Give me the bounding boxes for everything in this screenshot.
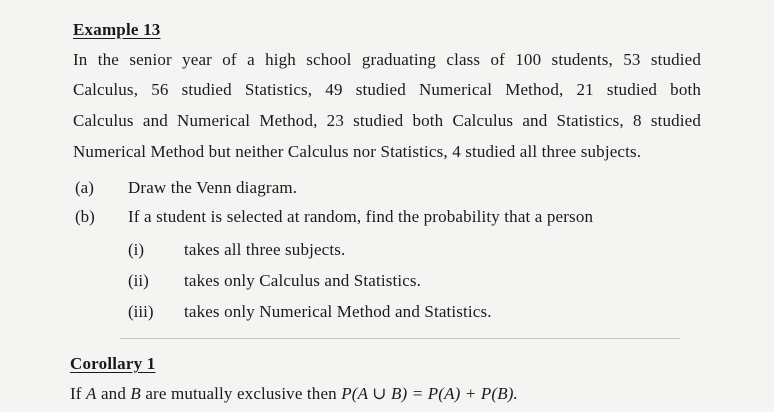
subpart-i-label: (i) (128, 240, 145, 259)
corollary-title: Corollary 1 (70, 354, 156, 373)
part-a-text: Draw the Venn diagram. (128, 178, 298, 197)
subpart-iii-text: takes only Numerical Method and Statistics. (184, 302, 492, 321)
corollary-statement (70, 384, 518, 404)
corollary-var-a: A (86, 384, 97, 403)
part-b-label: (b) (75, 207, 95, 226)
corollary-formula: P(A ∪ B) = P(A) + P(B). (341, 384, 518, 403)
example-title: Example 13 (73, 20, 161, 39)
part-a-label: (a) (75, 178, 94, 197)
subpart-iii-label: (iii) (128, 302, 154, 321)
corollary-var-b: B (130, 384, 141, 403)
part-b-text: If a student is selected at random, find the probability that a person (128, 207, 594, 226)
section-divider (120, 338, 680, 339)
subpart-ii-text: takes only Calculus and Statistics. (184, 271, 422, 290)
problem-line-3: Calculus and Numerical Method, 23 studied both Calculus and Statistics, 8 studied (73, 111, 701, 130)
corollary-prefix: If (70, 384, 82, 403)
corollary-and: and (100, 384, 126, 403)
subpart-ii-label: (ii) (128, 271, 149, 290)
problem-line-2: Calculus, 56 studied Statistics, 49 studied Numerical Method, 21 studied both (73, 80, 701, 99)
corollary-mid: are mutually exclusive then (145, 384, 337, 403)
subpart-i-text: takes all three subjects. (184, 240, 346, 259)
problem-line-4: Numerical Method but neither Calculus nor Statistics, 4 studied all three subjects. (73, 142, 642, 161)
problem-line-1: In the senior year of a high school graduating class of 100 students, 53 studied (73, 50, 701, 69)
